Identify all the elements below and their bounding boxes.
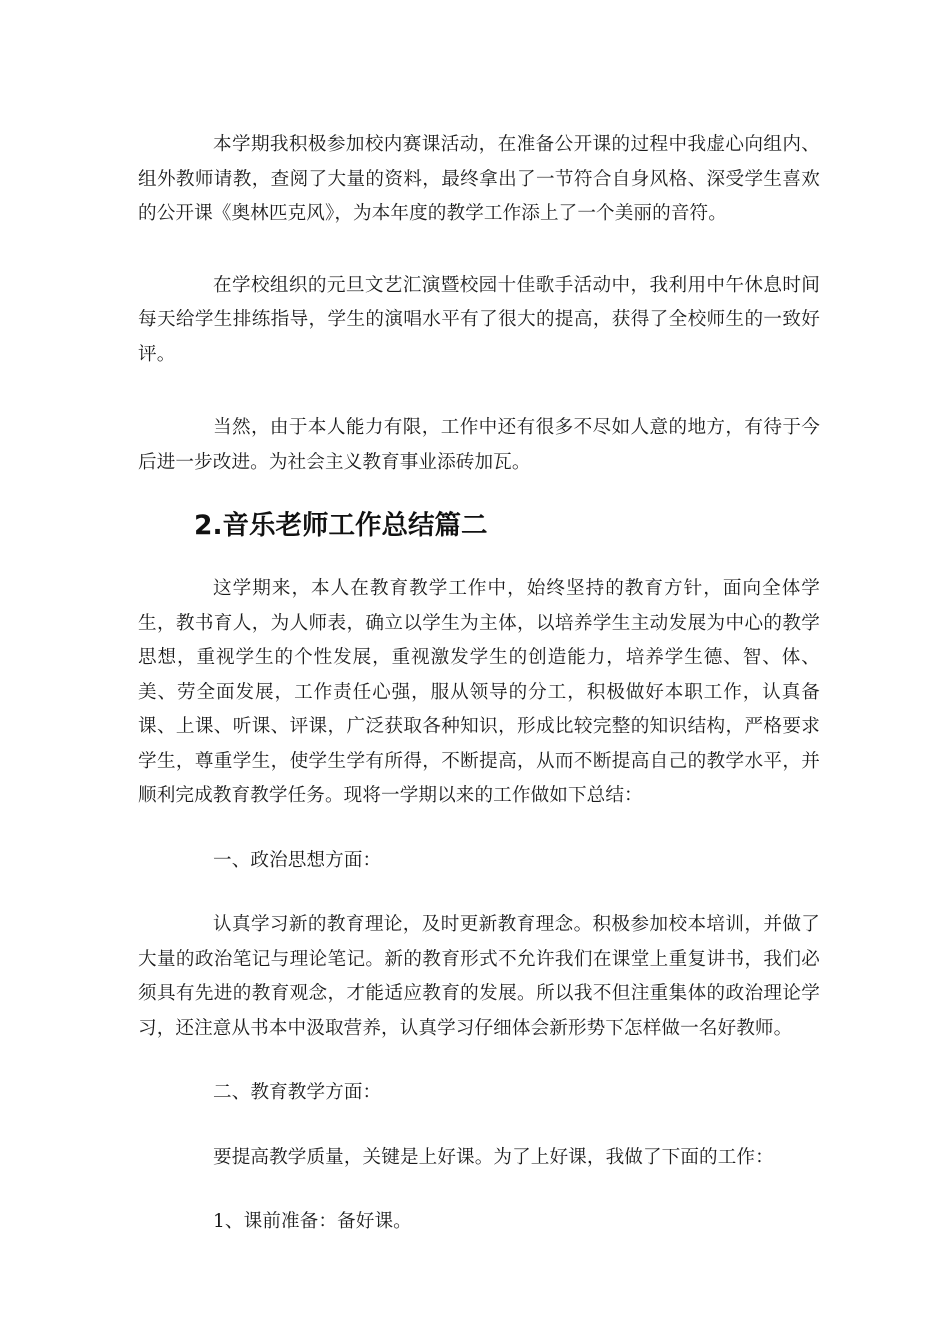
subheading-political: 一、政治思想方面： — [213, 849, 382, 871]
list-item-lesson-prep: 1、课前准备：备好课。 — [213, 1211, 412, 1232]
paragraph-semester-intro: 这学期来，本人在教育教学工作中，始终坚持的教育方针，面向全体学生，教书育人，为人师表，确立以学生为主体，以培养学生主动发展为中心的教学思想，重视学生的个性发展，重视激发学生的创造能力，培养学生德、智、体、美、劳全面发展，工作责任心强，服从领导的分工，积极做好本职工作，认真备课、上课、听课、评课，广泛获取各种知识，形成比较完整的知识结构，严格要求学生，尊重学生，使学生学有所得，不断提高，从而不断提高自己的教学水平，并顺利完成教育教学任务。现将一学期以来的工作做如下总结： — [138, 578, 820, 806]
paragraph-open-class: 本学期我积极参加校内赛课活动，在准备公开课的过程中我虚心向组内、组外教师请教，查阅了大量的资料，最终拿出了一节符合自身风格、深受学生喜欢的公开课《奥林匹克风》，为本年度的教学工作添上了一个美丽的音符。 — [138, 134, 820, 224]
paragraph-political: 认真学习新的教育理论，及时更新教育理念。积极参加校本培训，并做了大量的政治笔记与理论笔记。新的教育形式不允许我们在课堂上重复讲书，我们必须具有先进的教育观念，才能适应教育的发展。所以我不但注重集体的政治理论学习，还注意从书本中汲取营养，认真学习仔细体会新形势下怎样做一名好教师。 — [138, 914, 820, 1039]
paragraph-improvement: 当然，由于本人能力有限，工作中还有很多不尽如人意的地方，有待于今后进一步改进。为社会主义教育事业添砖加瓦。 — [138, 417, 820, 473]
paragraph-teaching-quality: 要提高教学质量，关键是上好课。为了上好课，我做了下面的工作： — [213, 1146, 774, 1168]
subheading-teaching: 二、教育教学方面： — [213, 1082, 382, 1103]
paragraph-new-year-show: 在学校组织的元旦文艺汇演暨校园十佳歌手活动中，我利用中午休息时间每天给学生排练指导，学生的演唱水平有了很大的提高，获得了全校师生的一致好评。 — [138, 274, 820, 365]
document-page — [138, 128, 820, 1240]
section-heading: 2.音乐老师工作总结篇二 — [194, 510, 488, 541]
